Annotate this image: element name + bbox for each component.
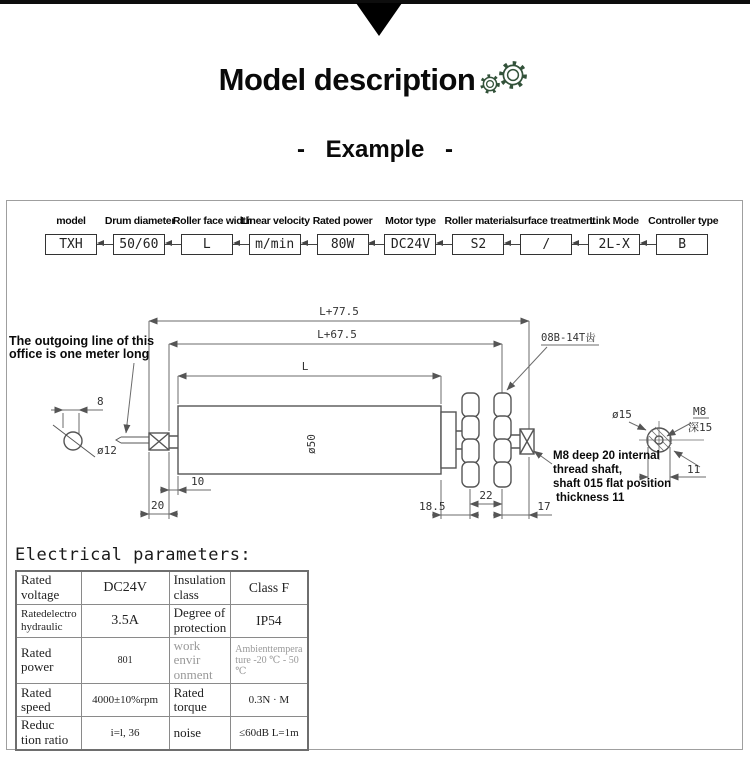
param-label: Reduc tion ratio [16, 717, 81, 750]
dim-drum-diameter: ø50 [305, 434, 318, 454]
model-field [512, 213, 596, 255]
model-field-value: DC24V [384, 234, 436, 255]
model-field-label: Link Mode [589, 215, 639, 227]
table-row [16, 604, 308, 637]
electrical-parameters-table [15, 570, 309, 751]
model-field-value: L [181, 234, 233, 255]
model-field-value: 50/60 [113, 234, 165, 255]
model-field-value: / [520, 234, 572, 255]
callout-shaft-4: thickness 11 [556, 492, 625, 504]
connector-arrow [436, 244, 452, 245]
table-row [16, 684, 308, 717]
param-value: IP54 [231, 604, 308, 637]
model-field-label: surface treatment [512, 215, 596, 227]
thread-label: M8 [693, 405, 707, 418]
model-field [377, 213, 445, 255]
param-label: Ratedelectro hydraulic [16, 604, 81, 637]
model-field-label: Drum diameter [104, 215, 176, 227]
dim-roller-length: L [301, 360, 309, 373]
example-subtitle: - Example - [296, 136, 454, 163]
dim-flat-width: 11 [687, 463, 701, 476]
param-value: 0.3N · M [231, 684, 308, 717]
dim-cable-width: 8 [97, 395, 104, 408]
param-label: Insulation class [169, 571, 231, 604]
dim-overall-length: L+77.5 [319, 305, 359, 318]
model-field-value: 2L-X [588, 234, 640, 255]
section-pointer-triangle [356, 3, 402, 36]
connector-arrow [165, 244, 181, 245]
page-title-text: Model description [218, 62, 476, 97]
model-field-label: model [56, 215, 86, 227]
model-field [37, 213, 105, 255]
model-field [648, 213, 719, 255]
model-field-label: Controller type [648, 215, 719, 227]
param-label: Rated power [16, 637, 81, 684]
dim-20: 20 [151, 499, 165, 512]
model-field [172, 213, 252, 255]
param-label: Rated speed [16, 684, 81, 717]
model-field-value: m/min [249, 234, 301, 255]
callout-outgoing-line-2: office is one meter long [9, 347, 150, 361]
connector-arrow [572, 244, 588, 245]
model-field [580, 213, 648, 255]
param-label: work envir onment [169, 637, 231, 684]
connector-arrow [233, 244, 249, 245]
spec-panel [6, 200, 743, 750]
param-value: 801 [81, 637, 169, 684]
model-field [241, 213, 309, 255]
table-row [16, 717, 308, 750]
dim-face-width: L+67.5 [317, 328, 357, 341]
callout-shaft-1: M8 deep 20 internal [553, 450, 660, 462]
param-value: Class F [231, 571, 308, 604]
gears-icon [477, 57, 531, 97]
model-field-value: TXH [45, 234, 97, 255]
connector-arrow [504, 244, 520, 245]
dim-17: 17 [537, 500, 551, 513]
param-label: Rated voltage [16, 571, 81, 604]
dim-cable-diameter: ø12 [97, 444, 117, 457]
model-field-label: Roller face width [172, 215, 252, 227]
model-field-value: B [656, 234, 708, 255]
connector-arrow [97, 244, 113, 245]
model-field-label: Motor type [385, 215, 436, 227]
param-label: noise [169, 717, 231, 750]
table-row [16, 571, 308, 604]
table-row [16, 637, 308, 684]
callout-shaft-2: thread shaft, [553, 464, 623, 476]
model-code-legend [37, 213, 719, 255]
electrical-parameters-heading: Electrical parameters: [15, 545, 252, 565]
callout-outgoing-line-1: The outgoing line of this [9, 334, 155, 348]
callout-shaft-3: shaft 015 flat position [553, 478, 672, 490]
param-value: DC24V [81, 571, 169, 604]
connector-arrow [368, 244, 384, 245]
model-field-label: Linear velocity [240, 215, 310, 227]
param-label: Rated torque [169, 684, 231, 717]
param-value: ≤60dB L=1m [231, 717, 308, 750]
model-field [309, 213, 377, 255]
model-field-label: Rated power [312, 215, 373, 227]
param-value: 3.5A [81, 604, 169, 637]
model-field [104, 213, 176, 255]
connector-arrow [640, 244, 656, 245]
sprocket-label: 08B-14T齿 [541, 332, 596, 344]
param-value: 4000±10%rpm [81, 684, 169, 717]
param-label: Degree of protection [169, 604, 231, 637]
connector-arrow [301, 244, 317, 245]
dim-10: 10 [191, 475, 205, 488]
param-value: Ambienttempera ture -20 ℃ - 50 ℃ [231, 637, 308, 684]
param-value: i=l, 36 [81, 717, 169, 750]
dim-shaft-diameter: ø15 [612, 408, 632, 421]
dim-18-5: 18.5 [419, 500, 446, 513]
thread-depth-label: 深15 [688, 421, 713, 434]
model-field-value: 80W [317, 234, 369, 255]
dim-22: 22 [479, 489, 493, 502]
technical-drawing [7, 297, 744, 541]
model-field-label: Roller material [444, 215, 513, 227]
model-field [444, 213, 512, 255]
model-field-value: S2 [452, 234, 504, 255]
